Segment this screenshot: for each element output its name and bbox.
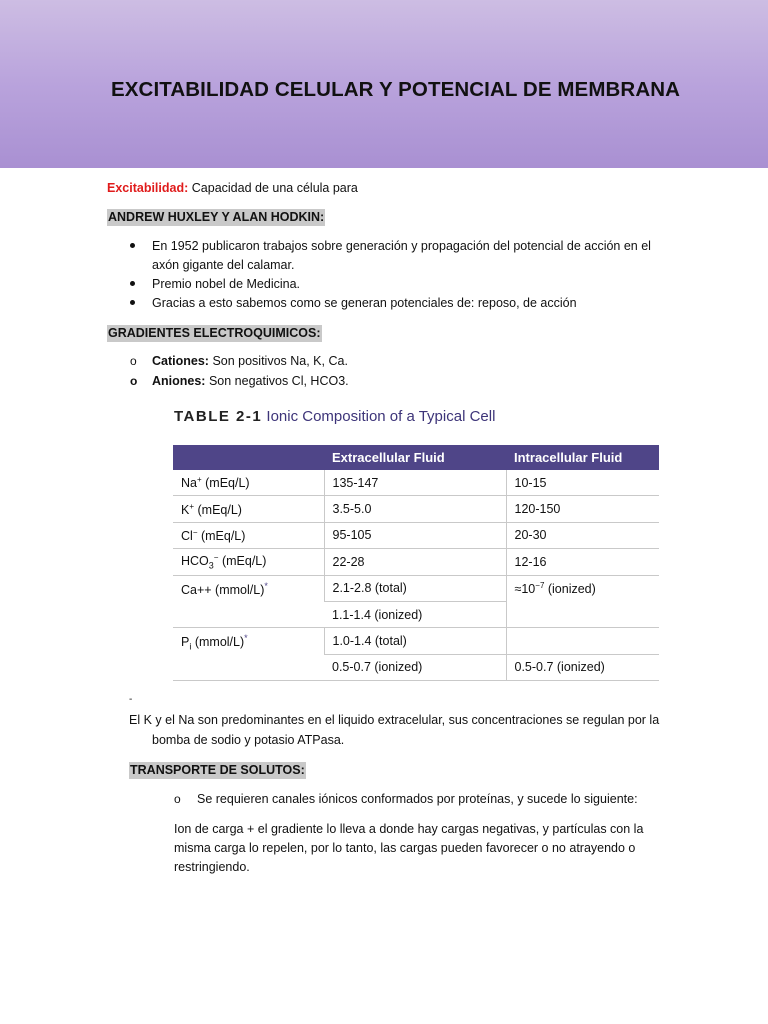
ion-unit: (mEq/L) <box>221 554 267 569</box>
table-cell: 20-30 <box>506 522 659 548</box>
table-cell: 1.1-1.4 (ionized) <box>324 601 506 627</box>
list-item: Se requieren canales iónicos conformados por proteínas, y sucede lo siguiente: <box>197 792 638 806</box>
huxley-heading-text: ANDREW HUXLEY Y ALAN HODKIN: <box>108 210 325 224</box>
ion-symbol: Ca++ (mmol/L) <box>181 582 265 597</box>
ion-charge: + <box>196 475 202 485</box>
ion-unit: (mEq/L) <box>200 529 246 544</box>
excitabilidad-definition <box>107 180 358 196</box>
table-header-cell <box>173 445 324 470</box>
excitabilidad-term: Excitabilidad: <box>107 181 189 195</box>
bullet-dot-icon <box>130 281 135 286</box>
footnote-star: * <box>264 580 268 591</box>
intra-value: ≈10 <box>514 581 536 596</box>
table-row <box>173 522 659 548</box>
title-banner <box>0 0 768 168</box>
aniones-text: Son negativos Cl, HCO3. <box>208 374 349 388</box>
table-cell: 95-105 <box>324 522 506 548</box>
table-cell: 12-16 <box>506 549 659 575</box>
ion-cell <box>173 575 324 628</box>
list-item-continuation: axón gigante del calamar. <box>152 258 295 272</box>
ion-symbol: K <box>181 502 190 517</box>
table-cell: 22-28 <box>324 549 506 575</box>
paragraph-line: restringiendo. <box>174 860 250 874</box>
paragraph-line: Ion de carga + el gradiente lo lleva a donde hay cargas negativas, y partículas con la <box>174 822 644 836</box>
table-cell: 0.5-0.7 (ionized) <box>324 654 506 680</box>
circle-bullet-icon: o <box>130 374 138 388</box>
ion-symbol: HCO <box>181 554 209 569</box>
table-row <box>173 628 659 654</box>
table-row <box>173 575 659 601</box>
ion-symbol: Na <box>181 476 197 491</box>
ion-cell <box>173 549 324 575</box>
table-row <box>173 470 659 496</box>
ion-cell <box>173 522 324 548</box>
table-cell: 10-15 <box>506 470 659 496</box>
footnote-star: * <box>244 633 248 644</box>
intra-suffix: (ionized) <box>544 581 596 596</box>
bullet-dot-icon <box>130 243 135 248</box>
table-cell: 2.1-2.8 (total) <box>324 575 506 601</box>
ion-symbol: Cl <box>181 529 193 544</box>
table-header-cell: Intracellular Fluid <box>506 445 659 470</box>
transporte-heading-text: TRANSPORTE DE SOLUTOS: <box>130 763 305 777</box>
ion-symbol: P <box>181 635 190 650</box>
list-item: En 1952 publicaron trabajos sobre generación y propagación del potencial de acción en el <box>152 239 651 253</box>
ion-charge: − <box>213 553 219 563</box>
ion-charge: − <box>192 527 198 537</box>
cationes-text: Son positivos Na, K, Ca. <box>212 354 348 368</box>
ion-charge: + <box>189 501 195 511</box>
ion-subscript: 3 <box>208 560 214 571</box>
table-title: Ionic Composition of a Typical Cell <box>266 408 496 425</box>
paragraph-line: bomba de sodio y potasio ATPasa. <box>152 733 345 747</box>
table-row <box>173 549 659 575</box>
ion-cell <box>173 470 324 496</box>
table-cell: 120-150 <box>506 496 659 522</box>
ion-subscript: i <box>189 642 192 652</box>
ionic-composition-table-figure <box>172 400 659 684</box>
aniones-term: Aniones: <box>152 374 206 388</box>
page-title: EXCITABILIDAD CELULAR Y POTENCIAL DE MEMBRANA <box>111 78 681 101</box>
list-item <box>152 352 348 371</box>
ionic-composition-table <box>173 445 659 681</box>
ion-cell <box>173 496 324 522</box>
dash-mark: - <box>129 694 133 705</box>
excitabilidad-text: Capacidad de una célula para <box>191 181 358 195</box>
table-cell: 1.0-1.4 (total) <box>324 628 506 654</box>
circle-bullet-icon: o <box>174 792 181 806</box>
ion-unit: (mEq/L) <box>197 502 242 517</box>
table-cell <box>506 575 659 628</box>
ion-unit: (mEq/L) <box>205 476 250 491</box>
paragraph-line: El K y el Na son predominantes en el liquido extracelular, sus concentraciones se regulan por la <box>129 713 660 727</box>
table-header-row <box>173 445 659 470</box>
table-cell: 0.5-0.7 (ionized) <box>506 654 659 680</box>
list-item: Premio nobel de Medicina. <box>152 277 300 291</box>
table-row <box>173 496 659 522</box>
intra-exponent: −7 <box>535 580 545 590</box>
table-header-cell: Extracellular Fluid <box>324 445 506 470</box>
circle-bullet-icon: o <box>130 354 137 368</box>
ion-unit: (mmol/L) <box>194 635 245 650</box>
section-heading-huxley <box>107 209 325 225</box>
table-label: TABLE 2-1 <box>174 408 263 425</box>
paragraph-line: misma carga lo repelen, por lo tanto, las cargas pueden favorecer o no atrayendo o <box>174 841 636 855</box>
table-cell: 3.5-5.0 <box>324 496 506 522</box>
bullet-dot-icon <box>130 300 135 305</box>
cationes-term: Cationes: <box>152 354 209 368</box>
gradientes-heading-text: GRADIENTES ELECTROQUIMICOS: <box>108 326 321 340</box>
table-cell: 135-147 <box>324 470 506 496</box>
list-item <box>152 372 349 391</box>
section-heading-gradientes <box>107 325 322 341</box>
table-caption <box>174 408 495 425</box>
section-heading-transporte <box>129 762 306 778</box>
ion-cell <box>173 628 324 681</box>
table-cell <box>506 628 659 654</box>
list-item: Gracias a esto sabemos como se generan potenciales de: reposo, de acción <box>152 296 577 310</box>
